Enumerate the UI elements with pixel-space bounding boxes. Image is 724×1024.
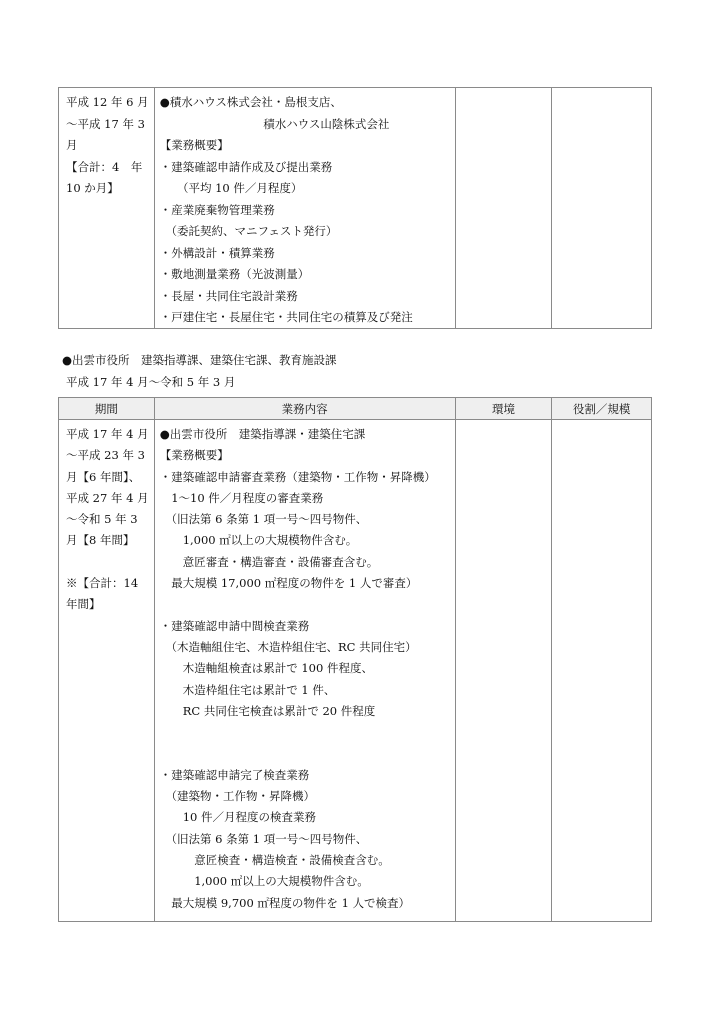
text-line: （建築物・工作物・昇降機） [159, 789, 315, 804]
work-content-cell [155, 88, 456, 328]
text-line: 平成 27 年 4 月 [66, 490, 149, 505]
table-row [59, 420, 651, 922]
text-line: ・建築確認申請中間検査業務 [159, 618, 310, 633]
text-line: 積水ハウス山陰株式会社 [159, 116, 390, 131]
text-line: （委託契約、マニフェスト発行） [159, 224, 338, 238]
text-line: ・長屋・共同住宅設計業務 [159, 288, 298, 303]
header-role: 役割／規模 [572, 401, 631, 416]
text-line [160, 594, 455, 615]
text-line: 木造枠組住宅は累計で 1 件、 [159, 682, 336, 697]
text-line: （木造軸組住宅、木造枠組住宅、RC 共同住宅） [159, 639, 417, 654]
header-environment: 環境 [456, 398, 553, 419]
text-line [160, 743, 455, 764]
text-line: ●出雲市役所 建築指導課・建築住宅課 [159, 427, 366, 441]
environment-cell [456, 88, 553, 328]
text-line: ～令和 5 年 3 [66, 512, 138, 527]
text-line: 月 [66, 138, 78, 152]
text-line: （旧法第 6 条第 1 項一号～四号物件、 [159, 831, 368, 846]
section-title: ●出雲市役所 建築指導課、建築住宅課、教育施設課 [62, 353, 337, 367]
text-line: 【合計：4 年 [66, 159, 143, 174]
text-line: RC 共同住宅検査は累計で 20 件程度 [159, 703, 376, 718]
role-scale-cell [552, 420, 651, 922]
text-line: 平成 17 年 4 月 [66, 427, 149, 441]
text-line: 1,000 ㎡以上の大規模物件含む。 [159, 874, 369, 889]
text-line: 意匠審査・構造審査・設備審査含む。 [159, 554, 379, 569]
text-line: ・敷地測量業務（光波測量） [159, 267, 310, 281]
career-table-sekisui [58, 87, 652, 329]
period-cell [59, 88, 155, 328]
text-line: 年間】 [66, 597, 101, 612]
text-line: ・外構設計・積算業務 [159, 245, 275, 260]
text-line: 1～10 件／月程度の審査業務 [159, 490, 324, 505]
text-line [66, 552, 154, 573]
text-line: 木造軸組検査は累計で 100 件程度、 [159, 661, 373, 676]
text-line: 最大規模 17,000 ㎡程度の物件を 1 人で審査） [159, 576, 418, 591]
header-period: 期間 [59, 398, 155, 419]
text-line: ～平成 23 年 3 [66, 448, 145, 463]
table-row [59, 88, 651, 328]
text-line: 最大規模 9,700 ㎡程度の物件を 1 人で検査） [159, 895, 411, 910]
text-line: ※【合計：14 [66, 576, 139, 591]
text-line: ・産業廃棄物管理業務 [159, 202, 275, 217]
text-line: 1,000 ㎡以上の大規模物件含む。 [159, 533, 358, 548]
text-line: 10 か月】 [66, 181, 119, 195]
header-content: 業務内容 [155, 398, 456, 419]
text-line: 平成 12 年 6 月 [66, 95, 149, 109]
environment-cell [456, 420, 553, 922]
text-line: （平均 10 件／月程度） [159, 181, 303, 195]
career-table-izumo [58, 397, 652, 922]
text-line: ・戸建住宅・長屋住宅・共同住宅の積算及び発注 [159, 310, 413, 324]
table-header-row [59, 398, 651, 420]
work-content-cell [155, 420, 456, 922]
text-line: ～平成 17 年 3 [66, 116, 145, 131]
text-line: ・建築確認申請作成及び提出業務 [159, 159, 333, 174]
text-line: 月【8 年間】 [66, 533, 135, 548]
text-line: ・建築確認申請完了検査業務 [159, 767, 310, 782]
text-line [160, 722, 455, 743]
text-line: 【業務概要】 [159, 138, 229, 152]
text-line: ●積水ハウス株式会社・島根支店、 [159, 95, 342, 109]
text-line: ・建築確認申請審査業務（建築物・工作物・昇降機） [159, 469, 436, 484]
text-line: 10 件／月程度の検査業務 [159, 810, 316, 825]
section-period: 平成 17 年 4 月～令和 5 年 3 月 [66, 375, 236, 389]
text-line: 月【6 年間】、 [66, 469, 141, 484]
text-line: 意匠検査・構造検査・設備検査含む。 [159, 852, 390, 867]
period-cell [59, 420, 155, 922]
role-scale-cell [552, 88, 651, 328]
text-line: 【業務概要】 [159, 448, 229, 463]
text-line: （旧法第 6 条第 1 項一号～四号物件、 [159, 512, 368, 527]
